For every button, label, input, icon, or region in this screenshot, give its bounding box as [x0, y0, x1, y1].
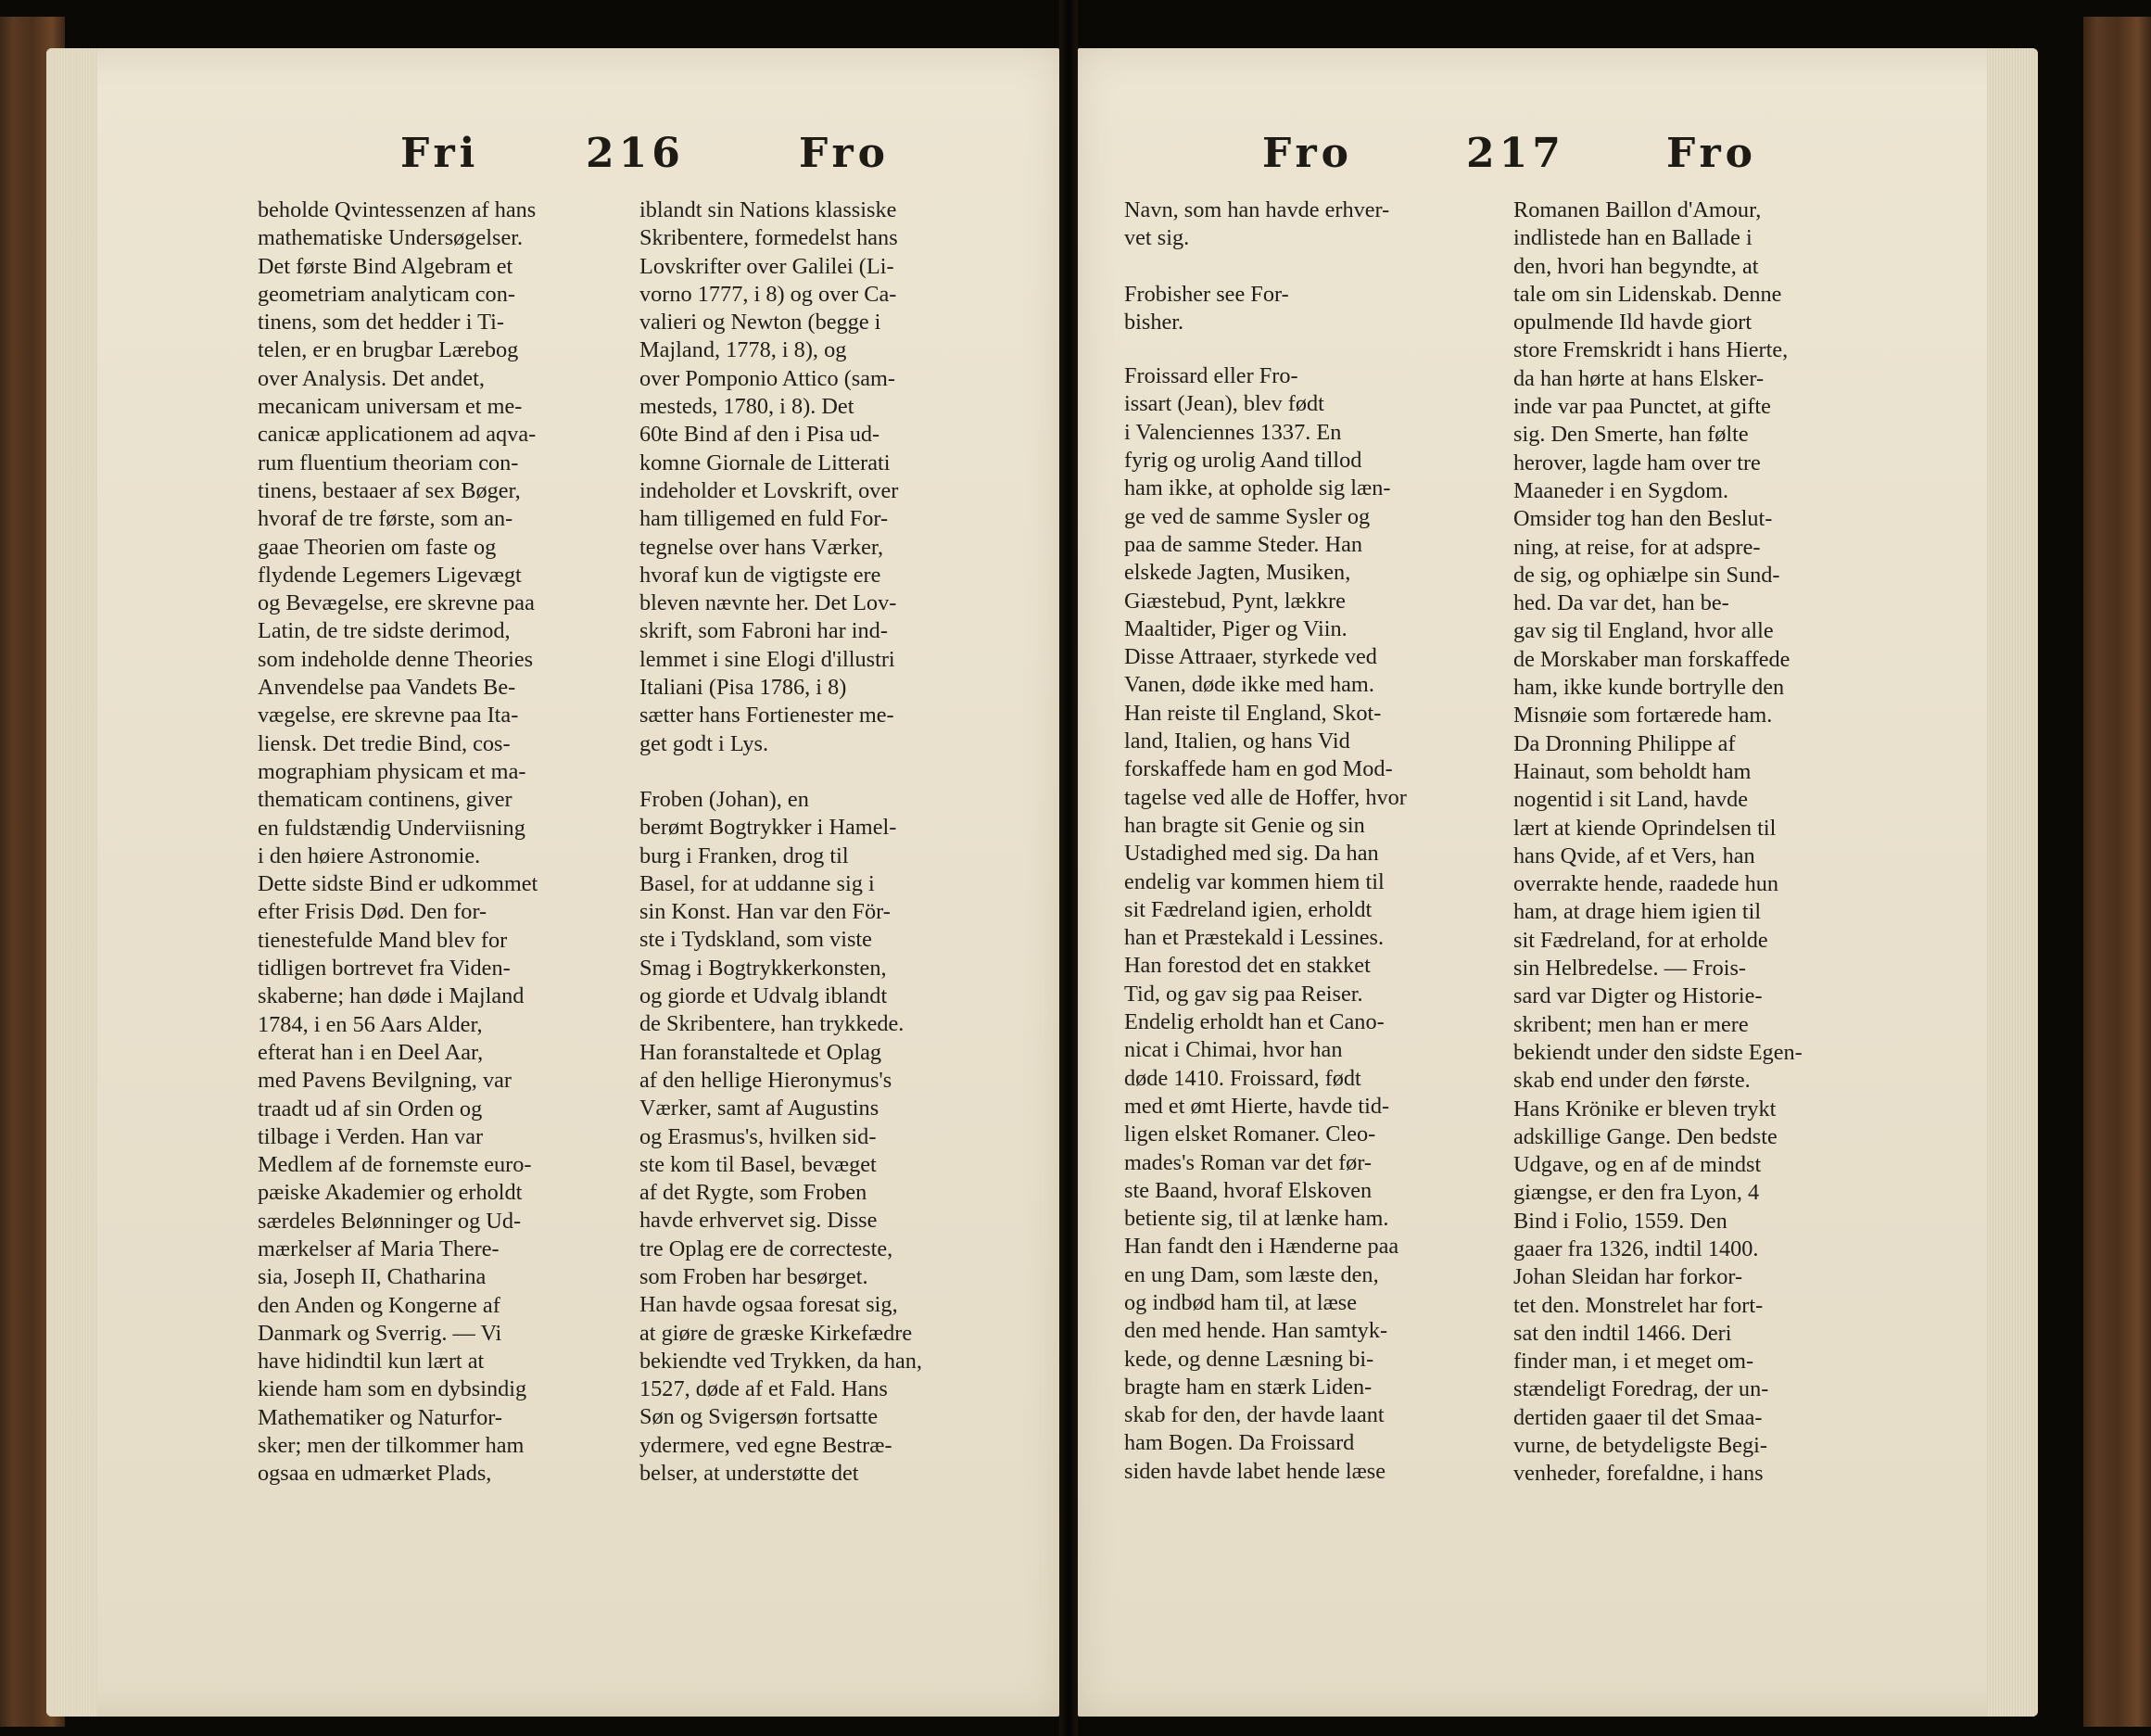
text-line: mades's Roman var det før- [1124, 1149, 1373, 1175]
right-page-column-2 [1513, 196, 1879, 1489]
text-line: tilbage i Verden. Han var [258, 1123, 484, 1149]
text-line: kede, og denne Læsning bi- [1124, 1346, 1374, 1372]
text-line: skrift, som Fabroni har ind- [639, 618, 888, 644]
text-line: mathematiske Undersøgelser. [258, 225, 524, 251]
text-line: elskede Jagten, Musiken, [1124, 560, 1351, 586]
book-gutter [1059, 0, 1078, 1736]
text-line: burg i Franken, drog til [639, 843, 849, 868]
text-line: endelig var kommen hiem til [1124, 868, 1385, 894]
text-line: den, hvori han begyndte, at [1513, 253, 1759, 279]
text-line: Hainaut, som beholdt ham [1513, 758, 1752, 784]
text-line: en fuldstændig Underviisning [258, 815, 525, 841]
text-line: rum fluentium theoriam con- [258, 450, 519, 475]
text-line: sker; men der tilkommer ham [258, 1433, 525, 1459]
text-line: efter Frisis Død. Den for- [258, 899, 487, 925]
text-line: lært at kiende Oprindelsen til [1513, 815, 1777, 841]
left-head-start: Fri [400, 130, 480, 177]
text-line: nogentid i sit Land, havde [1513, 787, 1749, 813]
text-line: gav sig til England, hvor alle [1513, 618, 1774, 644]
text-line: bekiendte ved Trykken, da han, [639, 1348, 923, 1374]
text-line: dertiden gaaer til det Smaa- [1513, 1404, 1763, 1430]
text-line: Giæstebud, Pynt, lækkre [1124, 588, 1346, 614]
text-line: gaae Theorien om faste og [258, 534, 497, 560]
text-line: ste i Tydskland, som viste [639, 927, 872, 953]
text-line: pæiske Akademier og erholdt [258, 1180, 523, 1206]
text-block [1513, 196, 1879, 1489]
text-line: Italiani (Pisa 1786, i 8) [639, 675, 847, 701]
text-line: Omsider tog han den Beslut- [1513, 506, 1773, 532]
text-line: canicæ applicationem ad aqva- [258, 422, 537, 448]
text-line: sig. Den Smerte, han følte [1513, 422, 1749, 448]
text-line: iblandt sin Nations klassiske [639, 197, 897, 222]
text-line: Vanen, døde ikke med ham. [1124, 672, 1374, 698]
text-line: af det Rygte, som Froben [639, 1180, 867, 1206]
text-line: Anvendelse paa Vandets Be- [258, 675, 516, 701]
text-line: nicat i Chimai, hvor han [1124, 1037, 1343, 1063]
text-line: i Valenciennes 1337. En [1124, 419, 1342, 445]
text-line: i den høiere Astronomie. [258, 843, 481, 868]
text-line: Majland, 1778, i 8), og [639, 337, 847, 363]
text-line: vurne, de betydeligste Begi- [1513, 1433, 1767, 1459]
text-line: hed. Da var det, han be- [1513, 590, 1729, 616]
text-line: vorno 1777, i 8) og over Ca- [639, 281, 897, 307]
text-line: ham ikke, at opholde sig læn- [1124, 475, 1391, 501]
text-line: med Pavens Bevilgning, var [258, 1068, 512, 1094]
text-line: fyrig og urolig Aand tillod [1124, 448, 1362, 474]
text-line: og Bevægelse, ere skrevne paa [258, 590, 535, 616]
text-line: af den hellige Hieronymus's [639, 1067, 892, 1093]
text-line: Danmark og Sverrig. — Vi [258, 1320, 502, 1346]
text-line: overrakte hende, raadede hun [1513, 871, 1779, 897]
text-line: ham tilligemed en fuld For- [639, 506, 889, 532]
text-line: skab for den, der havde laant [1124, 1402, 1385, 1428]
text-line: inde var paa Punctet, at gifte [1513, 394, 1771, 420]
text-line: ste Baand, hvoraf Elskoven [1124, 1177, 1373, 1203]
text-line: de Skribentere, han trykkede. [639, 1011, 905, 1037]
text-line: Ustadighed med sig. Da han [1124, 841, 1379, 867]
text-line: hvoraf kun de vigtigste ere [639, 562, 881, 588]
text-line: 60te Bind af den i Pisa ud- [639, 422, 880, 448]
left-head-end: Fro [799, 130, 890, 177]
text-line: get godt i Lys. [639, 730, 769, 756]
text-line: som Froben har besørget. [639, 1263, 868, 1289]
text-line: Basel, for at uddanne sig i [639, 870, 875, 896]
text-line: tegnelse over hans Værker, [639, 534, 884, 560]
left-page-number: 216 [586, 130, 685, 177]
text-line: Johan Sleidan har forkor- [1513, 1264, 1743, 1290]
text-line: Smag i Bogtrykkerkonsten, [639, 955, 887, 981]
text-line: geometriam analyticam con- [258, 281, 515, 307]
text-line: tagelse ved alle de Hoffer, hvor [1124, 784, 1407, 810]
text-line: sit Fædreland igien, erholdt [1124, 896, 1373, 922]
text-line: belser, at understøtte det [639, 1461, 859, 1487]
text-line: Udgave, og en af de mindst [1513, 1152, 1762, 1178]
text-line: Romanen Baillon d'Amour, [1513, 197, 1762, 222]
text-line: over Analysis. Det andet, [258, 365, 485, 391]
text-line: stændeligt Foredrag, der un- [1513, 1376, 1769, 1402]
text-line: Maaltider, Piger og Viin. [1124, 615, 1348, 641]
text-line: 1784, i en 56 Aars Alder, [258, 1011, 483, 1037]
right-page-column-1 [1124, 196, 1490, 1486]
text-line: med et ømt Hierte, havde tid- [1124, 1093, 1390, 1119]
right-head-end: Fro [1666, 130, 1757, 177]
text-line: den med hende. Han samtyk- [1124, 1318, 1388, 1344]
text-line: ge ved de samme Sysler og [1124, 503, 1371, 529]
text-line: Misnøie som fortærede ham. [1513, 703, 1773, 729]
entry-frobisher [1124, 281, 1490, 337]
text-line: mographiam physicam et ma- [258, 758, 526, 784]
text-line: efterat han i en Deel Aar, [258, 1039, 484, 1065]
text-line: bleven nævnte her. Det Lov- [639, 590, 897, 616]
text-line: venheder, forefaldne, i hans [1513, 1461, 1764, 1487]
text-line: Mathematiker og Naturfor- [258, 1404, 502, 1430]
text-line: Søn og Svigersøn fortsatte [639, 1404, 879, 1430]
text-line: og giorde et Udvalg iblandt [639, 983, 888, 1009]
text-line: ydermere, ved egne Bestræ- [639, 1432, 892, 1458]
text-line: skribent; men han er mere [1513, 1011, 1749, 1037]
text-line: Lovskrifter over Galilei (Li- [639, 253, 894, 279]
text-line: beholde Qvintessenzen af hans [258, 197, 537, 222]
text-line: havde erhvervet sig. Disse [639, 1208, 878, 1234]
text-line: sat den indtil 1466. Deri [1513, 1320, 1732, 1346]
text-line: indeholder et Lovskrift, over [639, 477, 899, 503]
text-line: store Fremskridt i hans Hierte, [1513, 337, 1789, 363]
text-line: issart (Jean), blev født [1124, 391, 1324, 417]
text-line: særdeles Belønninger og Ud- [258, 1208, 522, 1234]
right-page-number: 217 [1466, 130, 1565, 177]
text-line: tienestefulde Mand blev for [258, 927, 508, 953]
text-line: Han fandt den i Hænderne paa [1124, 1234, 1399, 1260]
text-line: tidligen bortrevet fra Viden- [258, 956, 511, 982]
text-line: Disse Attraaer, styrkede ved [1124, 644, 1377, 670]
text-line: forskaffede ham en god Mod- [1124, 756, 1393, 782]
text-line: hvoraf de tre første, som an- [258, 506, 513, 532]
text-line: Dette sidste Bind er udkommet [258, 871, 538, 897]
text-line: Skribentere, formedelst hans [639, 225, 898, 251]
text-line: han et Præstekald i Lessines. [1124, 925, 1385, 951]
text-line: Det første Bind Algebram et [258, 253, 513, 279]
text-line: Han reiste til England, Skot- [1124, 700, 1382, 726]
text-line: herover, lagde ham over tre [1513, 450, 1761, 475]
text-line: og indbød ham til, at læse [1124, 1289, 1358, 1315]
text-line: over Pomponio Attico (sam- [639, 365, 896, 391]
text-line: gaaer fra 1326, indtil 1400. [1513, 1235, 1759, 1261]
text-line: opulmende Ild havde giort [1513, 310, 1752, 336]
text-line: Froben (Johan), en [639, 786, 809, 812]
text-line: tre Oplag ere de correcteste, [639, 1235, 893, 1261]
text-line: hans Qvide, af et Vers, han [1513, 843, 1755, 868]
text-line: bragte ham en stærk Liden- [1124, 1374, 1373, 1400]
text-line: og Erasmus's, hvilken sid- [639, 1123, 877, 1149]
text-line: ning, at reise, for at adspre- [1513, 534, 1761, 560]
text-block [1124, 196, 1490, 253]
text-line: thematicam continens, giver [258, 787, 512, 813]
entry-froissard [1124, 362, 1490, 1486]
text-line: sin Konst. Han var den För- [639, 899, 891, 925]
text-line: mecanicam universam et me- [258, 394, 523, 420]
text-line: 1527, døde af et Fald. Hans [639, 1376, 888, 1402]
text-line: Han havde ogsaa foresat sig, [639, 1292, 898, 1318]
text-line: som indeholde denne Theories [258, 646, 534, 672]
book-cover-right [2083, 17, 2151, 1727]
left-page-column-1 [258, 196, 624, 1489]
text-line: sin Helbredelse. — Frois- [1513, 956, 1747, 982]
text-line: adskillige Gange. Den bedste [1513, 1123, 1778, 1149]
text-line: betiente sig, til at lænke ham. [1124, 1206, 1389, 1232]
text-line: Endelig erholdt han et Cano- [1124, 1009, 1385, 1035]
text-line: valieri og Newton (begge i [639, 310, 881, 336]
text-line: paa de samme Steder. Han [1124, 531, 1363, 557]
text-line: mærkelser af Maria There- [258, 1235, 500, 1261]
text-line: Bind i Folio, 1559. Den [1513, 1208, 1727, 1234]
text-line: sard var Digter og Historie- [1513, 983, 1763, 1009]
paragraph-gap [639, 758, 1006, 786]
text-line: bekiendt under den sidste Egen- [1513, 1039, 1803, 1065]
text-block [639, 196, 1006, 758]
text-line: berømt Bogtrykker i Hamel- [639, 815, 897, 841]
left-page-column-2 [639, 196, 1006, 1488]
text-line: Medlem af de fornemste euro- [258, 1152, 532, 1178]
text-line: mesteds, 1780, i 8). Det [639, 394, 854, 420]
text-line: Maaneder i en Sygdom. [1513, 477, 1729, 503]
text-line: vet sig. [1124, 225, 1190, 251]
text-line: land, Italien, og hans Vid [1124, 729, 1350, 754]
text-line: døde 1410. Froissard, født [1124, 1065, 1361, 1091]
text-line: bisher. [1124, 309, 1184, 335]
text-line: Frobisher see For- [1124, 281, 1289, 307]
text-line: kiende ham som en dybsindig [258, 1376, 527, 1402]
text-line: Værker, samt af Augustins [639, 1096, 879, 1121]
text-line: den Anden og Kongerne af [258, 1292, 500, 1318]
text-line: han bragte sit Genie og sin [1124, 812, 1365, 838]
text-line: sia, Joseph II, Chatharina [258, 1264, 487, 1290]
text-line: Tid, og gav sig paa Reiser. [1124, 981, 1363, 1007]
entry-froben [639, 786, 1006, 1488]
text-line: de sig, og ophiælpe sin Sund- [1513, 562, 1780, 588]
paragraph-gap [1124, 336, 1490, 362]
text-line: tinens, som det hedder i Ti- [258, 310, 504, 336]
text-line: ogsaa en udmærket Plads, [258, 1461, 492, 1487]
text-line: ham Bogen. Da Froissard [1124, 1430, 1355, 1456]
text-line: ham, at drage hiem igien til [1513, 899, 1762, 925]
text-line: skab end under den første. [1513, 1068, 1751, 1094]
text-line: Froissard eller Fro- [1124, 363, 1298, 389]
text-line: tinens, bestaaer af sex Bøger, [258, 477, 521, 503]
text-line: Hans Krönike er bleven trykt [1513, 1096, 1777, 1121]
text-line: ste kom til Basel, bevæget [639, 1151, 877, 1177]
text-line: giængse, er den fra Lyon, 4 [1513, 1180, 1760, 1206]
text-line: ligen elsket Romaner. Cleo- [1124, 1121, 1376, 1147]
text-line: liensk. Det tredie Bind, cos- [258, 730, 511, 756]
text-line: ham, ikke kunde bortrylle den [1513, 675, 1785, 701]
text-line: da han hørte at hans Elsker- [1513, 365, 1765, 391]
text-line: lemmet i sine Elogi d'illustri [639, 646, 895, 672]
text-line: have hidindtil kun lært at [258, 1349, 485, 1375]
text-line: Han forestod det en stakket [1124, 953, 1371, 979]
text-line: sit Fædreland, for at erholde [1513, 927, 1768, 953]
text-line: at giøre de græske Kirkefædre [639, 1320, 913, 1346]
text-line: indlistede han en Ballade i [1513, 225, 1752, 251]
text-block [258, 196, 624, 1489]
text-line: Navn, som han havde erhver- [1124, 197, 1390, 222]
text-line: finder man, i et meget om- [1513, 1349, 1754, 1375]
text-line: traadt ud af sin Orden og [258, 1096, 483, 1121]
text-line: tale om sin Lidenskab. Denne [1513, 281, 1782, 307]
text-line: komne Giornale de Litterati [639, 450, 891, 475]
text-line: de Morskaber man forskaffede [1513, 646, 1790, 672]
text-line: Latin, de tre sidste derimod, [258, 618, 511, 644]
text-line: skaberne; han døde i Majland [258, 983, 525, 1009]
text-line: en ung Dam, som læste den, [1124, 1261, 1379, 1287]
text-line: sætter hans Fortienester me- [639, 703, 894, 729]
text-line: tet den. Monstrelet har fort- [1513, 1292, 1764, 1318]
paragraph-gap [1124, 253, 1490, 281]
text-line: Da Dronning Philippe af [1513, 730, 1736, 756]
text-line: Han foranstaltede et Oplag [639, 1039, 882, 1065]
right-head-start: Fro [1262, 130, 1353, 177]
text-line: siden havde labet hende læse [1124, 1458, 1386, 1484]
text-line: vægelse, ere skrevne paa Ita- [258, 703, 519, 729]
text-line: flydende Legemers Ligevægt [258, 562, 522, 588]
text-line: telen, er en brugbar Lærebog [258, 337, 519, 363]
